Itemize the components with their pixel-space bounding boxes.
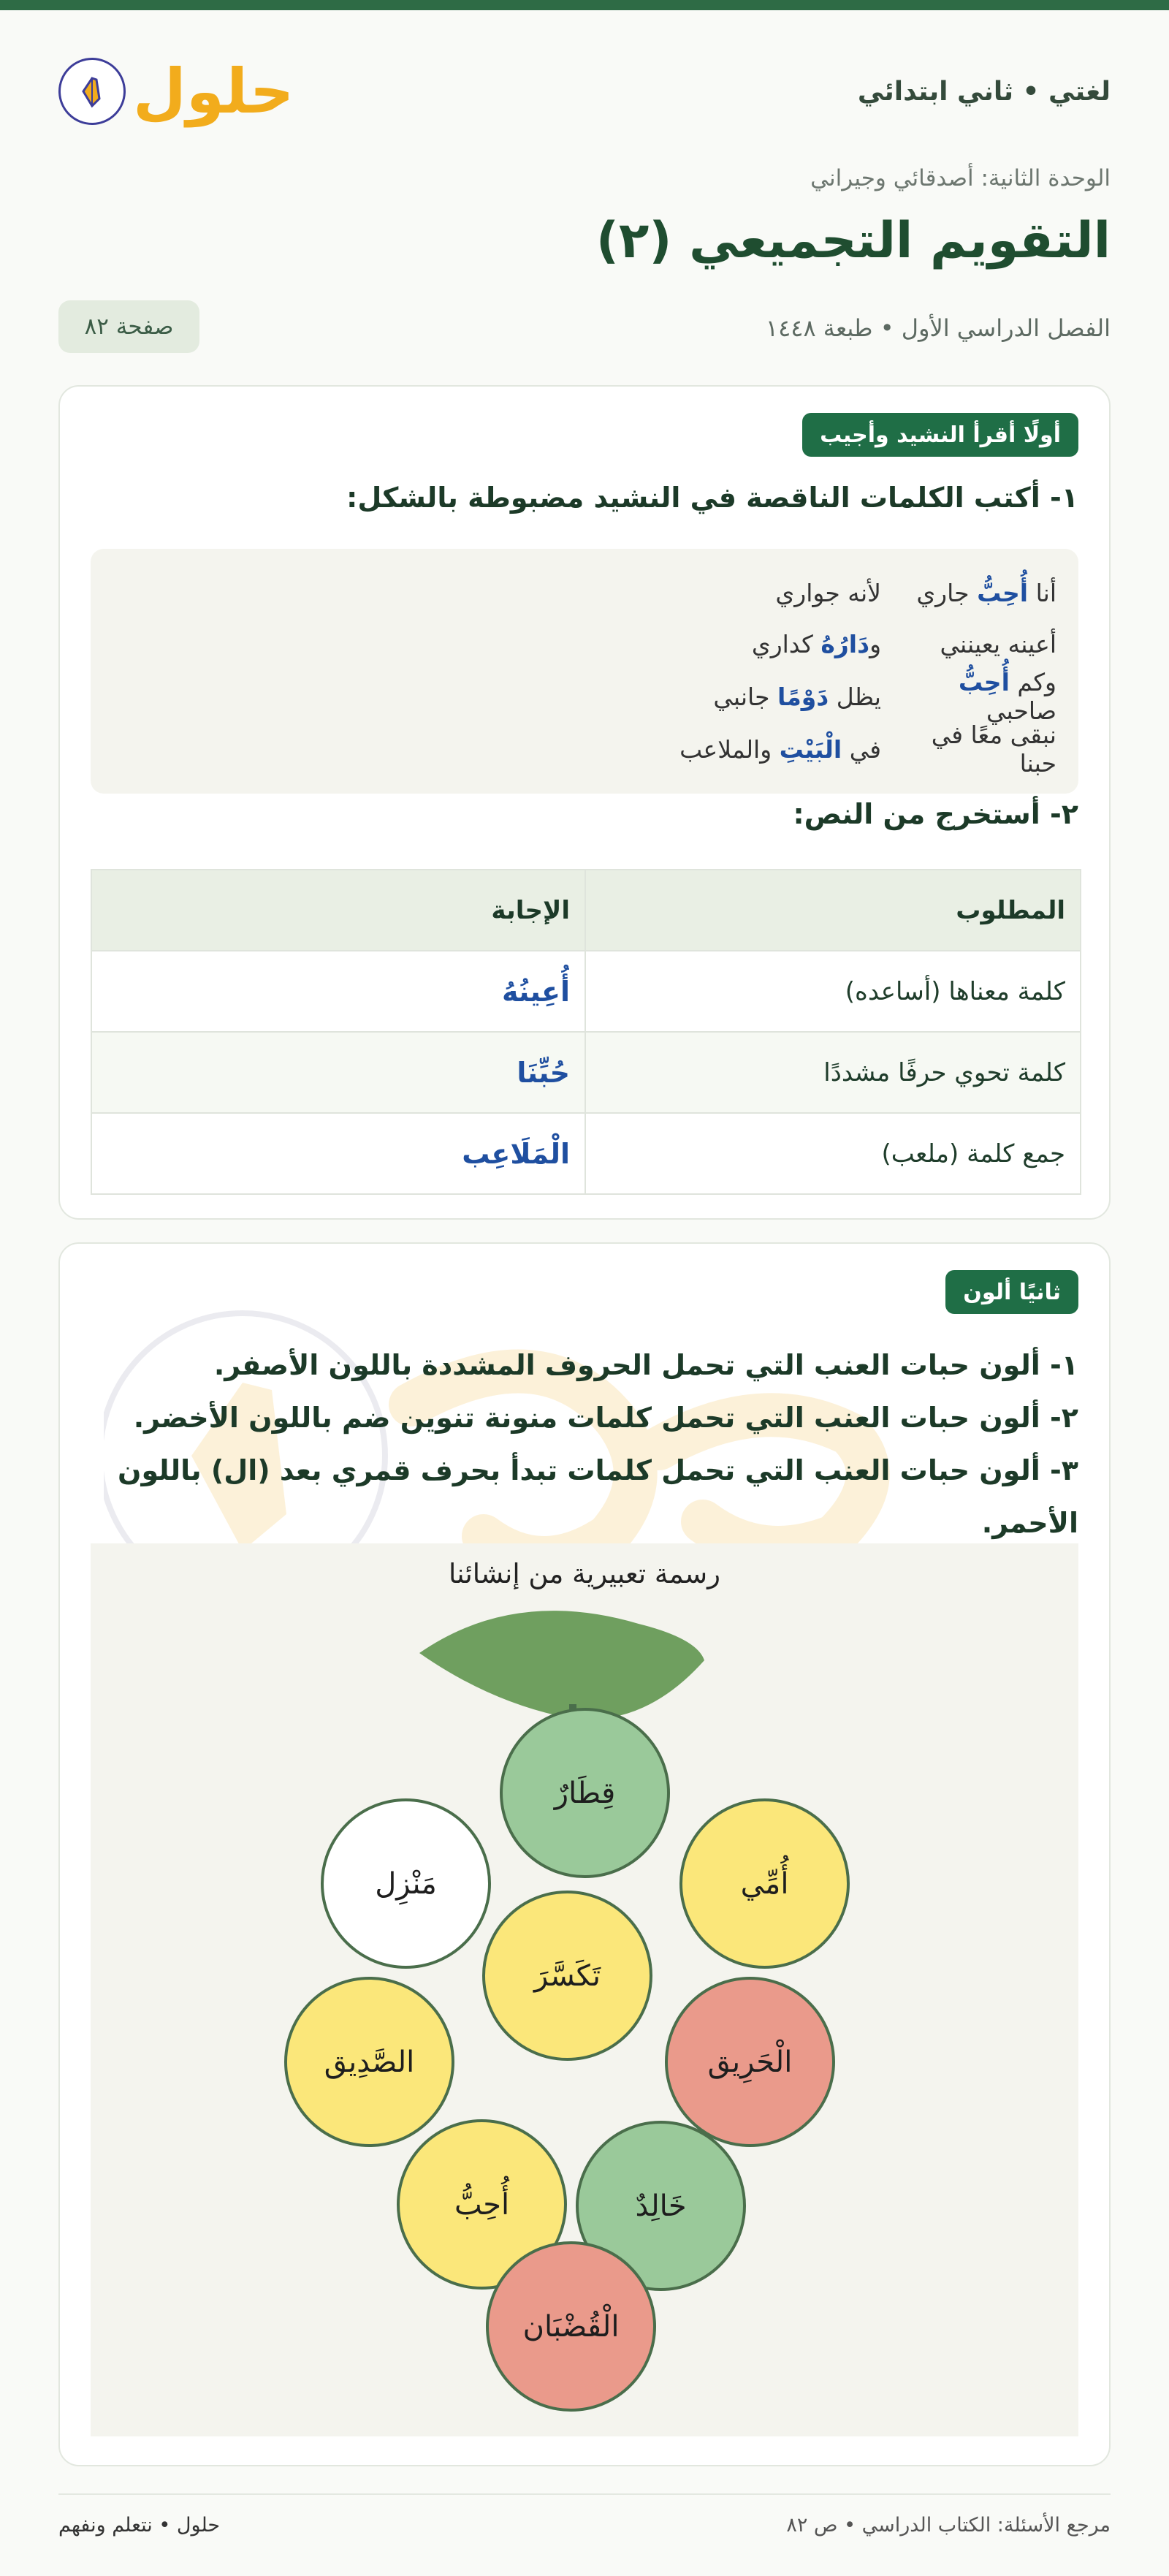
- poem-box: [91, 549, 1078, 794]
- brand-title: لغتي • ثاني ابتدائي: [857, 76, 1111, 107]
- table-cell-answer: الْمَلَاعِب: [91, 1113, 585, 1194]
- logo-text: حلول: [133, 56, 294, 127]
- grape-bead[interactable]: مَنْزِل: [321, 1798, 491, 1969]
- footer-divider: [58, 2493, 1111, 2495]
- logo[interactable]: [58, 58, 294, 125]
- illustration-caption: رسمة تعبيرية من إنشائنا: [449, 1558, 720, 1589]
- table-row: [91, 1113, 1081, 1194]
- table-cell-answer: حُبِّنَا: [91, 1032, 585, 1113]
- poem-line: [113, 622, 1056, 666]
- grape-bead[interactable]: الْقُضْبَان: [486, 2241, 656, 2412]
- coloring-instruction: ٣- ألون حبات العنب التي تحمل كلمات تبدأ بحرف قمري بعد (ال) باللون الأحمر.: [118, 1454, 1078, 1539]
- poem-first-half: وكم أُحِبُّ صاحبي: [958, 668, 1056, 725]
- filled-word: أُحِبُّ: [958, 668, 1010, 696]
- table-header-row: [91, 870, 1081, 951]
- table-cell-question: جمع كلمة (ملعب): [585, 1113, 1081, 1194]
- filled-word: الْبَيْتِ: [779, 734, 842, 764]
- edition-info: الفصل الدراسي الأول • طبعة ١٤٤٨: [765, 314, 1111, 342]
- filled-word: دَارُهُ: [820, 629, 870, 658]
- question-two: ٢- أستخرج من النص:: [793, 798, 1078, 830]
- book-icon: [58, 58, 126, 125]
- poem-first-half: نبقى معًا في حبنا: [931, 721, 1056, 778]
- grape-bead[interactable]: أُمِّي: [679, 1798, 850, 1969]
- table-row: [91, 1032, 1081, 1113]
- poem-second-half: في الْبَيْتِ والملاعب: [679, 734, 881, 764]
- poem-second-half: يظل دَوْمًا جانبي: [713, 682, 881, 711]
- poem-first-half: أعينه يعينني: [940, 629, 1056, 658]
- page-number-badge: صفحة ٨٢: [58, 300, 199, 353]
- table-cell-question: كلمة معناها (أساعده): [585, 951, 1081, 1032]
- unit-subtitle: الوحدة الثانية: أصدقائي وجيراني: [810, 165, 1111, 191]
- grape-bead[interactable]: خَالِدٌ: [576, 2121, 746, 2291]
- grape-bead[interactable]: الْحَرِيق: [665, 1977, 835, 2147]
- filled-word: دَوْمًا: [777, 682, 829, 711]
- grape-bead[interactable]: أُحِبُّ: [397, 2119, 567, 2290]
- top-accent-bar: [0, 0, 1169, 10]
- table-cell-answer: أُعِينُهُ: [91, 951, 585, 1032]
- extraction-table: [91, 869, 1081, 1195]
- page-header: [58, 51, 1111, 132]
- poem-line: [113, 668, 1056, 725]
- page-title: التقويم التجميعي (٢): [595, 212, 1111, 270]
- section-one-label: أولًا أقرأ النشيد وأجيب: [802, 413, 1078, 457]
- table-cell-question: كلمة تحوي حرفًا مشددًا: [585, 1032, 1081, 1113]
- section-one-card: [58, 385, 1111, 1220]
- section-two-label: ثانيًا ألون: [945, 1270, 1078, 1314]
- poem-line: [113, 571, 1056, 615]
- grape-bead[interactable]: تَكَسَّرَ: [482, 1891, 652, 2061]
- filled-word: أُحِبُّ: [977, 578, 1029, 607]
- poem-first-half: أنا أُحِبُّ جاري: [916, 578, 1056, 607]
- table-row: [91, 951, 1081, 1032]
- coloring-instruction: ٢- ألون حبات العنب التي تحمل كلمات منونة تنوين ضم باللون الأخضر.: [133, 1402, 1078, 1434]
- grape-bead[interactable]: الصَّدِيق: [284, 1977, 454, 2147]
- question-one: ١- أكتب الكلمات الناقصة في النشيد مضبوطة بالشكل:: [346, 482, 1078, 514]
- poem-second-half: ودَارُهُ كداري: [751, 629, 881, 658]
- poem-line: [113, 721, 1056, 778]
- coloring-instruction: ١- ألون حبات العنب التي تحمل الحروف المشددة باللون الأصفر.: [213, 1349, 1078, 1381]
- grape-illustration: [91, 1543, 1078, 2436]
- column-header: الإجابة: [91, 870, 585, 951]
- section-two-card: [58, 1242, 1111, 2466]
- footer-tagline: حلول • نتعلم ونفهم: [58, 2514, 221, 2537]
- footer-reference: مرجع الأسئلة: الكتاب الدراسي • ص ٨٢: [786, 2514, 1111, 2537]
- column-header: المطلوب: [585, 870, 1081, 951]
- poem-second-half: لأنه جواري: [775, 578, 881, 607]
- grape-bead[interactable]: قِطَارٌ: [500, 1708, 670, 1878]
